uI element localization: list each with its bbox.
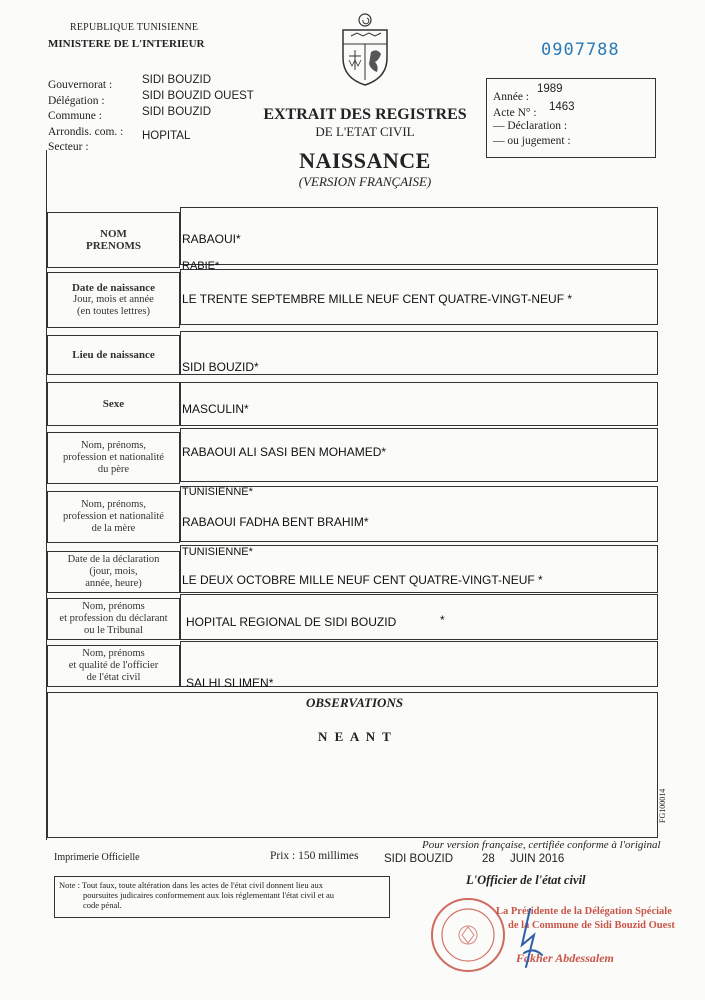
dob-label-cell	[47, 272, 180, 328]
dob-sub2: (en toutes lettres)	[77, 306, 150, 317]
title-line1: EXTRAIT DES REGISTRES	[263, 106, 467, 123]
declarant-value: HOPITAL REGIONAL DE SIDI BOUZID	[186, 615, 397, 629]
declarant-label-2: et profession du déclarant	[59, 613, 168, 624]
document-subtitle: (VERSION FRANÇAISE)	[298, 174, 432, 189]
decl-date-label-3: année, heure)	[85, 578, 142, 589]
date-day: 28	[482, 853, 495, 865]
decl-date-label-1: Date de la déclaration	[67, 554, 160, 565]
officer-label-cell	[47, 645, 180, 687]
secteur-label: Secteur :	[48, 141, 89, 153]
date-month-year: JUIN 2016	[510, 853, 565, 865]
note-line-1: Note : Tout faux, toute altération dans les actes de l'état civil donnent lieu aux	[59, 880, 323, 890]
dob-value: LE TRENTE SEPTEMBRE MILLE NEUF CENT QUATRE-VINGT-NEUF *	[182, 292, 573, 306]
mother-label-1: Nom, prénoms,	[80, 499, 147, 510]
commune-value: SIDI BOUZID	[142, 106, 212, 118]
note-line-3: code pénal.	[83, 900, 122, 910]
dob-sub1: Jour, mois et année	[73, 294, 154, 305]
declarant-star: *	[440, 613, 445, 627]
officer-label-1: Nom, prénoms	[82, 648, 145, 659]
observations-content: N E A N T	[318, 729, 393, 744]
officer-label-3: de l'état civil	[86, 672, 141, 683]
declarant-label-3: ou le Tribunal	[84, 625, 143, 636]
pob-label-cell	[47, 335, 180, 375]
place-value: SIDI BOUZID	[384, 853, 454, 865]
nom-prenoms-value-cell	[180, 207, 658, 265]
act-label: Acte N° :	[493, 107, 537, 119]
mother-label-cell	[47, 491, 180, 543]
side-code: FG100014	[658, 788, 667, 823]
sexe-label: Sexe	[102, 398, 125, 410]
declaration-date-label-cell	[47, 551, 180, 593]
declaration-date-value: LE DEUX OCTOBRE MILLE NEUF CENT QUATRE-VINGT-NEUF *	[182, 573, 543, 587]
officer-value: SALHI SLIMEN*	[186, 676, 274, 690]
gouvernorat-value: SIDI BOUZID	[142, 74, 212, 86]
decl-date-label-2: (jour, mois,	[89, 566, 138, 577]
nom-value: RABAOUI*	[182, 232, 241, 246]
declarant-label-cell	[47, 598, 180, 640]
declarant-label-1: Nom, prénoms	[82, 601, 145, 612]
sexe-value: MASCULIN*	[182, 402, 249, 416]
pob-label: Lieu de naissance	[72, 349, 155, 361]
delegation-label: Délégation :	[48, 94, 105, 107]
stamp-line-2: de la Commune de Sidi Bouzid Ouest	[508, 920, 675, 931]
father-nationality: TUNISIENNE*	[182, 486, 253, 498]
mother-value-cell	[180, 486, 658, 542]
commune-label: Commune :	[48, 110, 102, 122]
father-label-3: du père	[97, 464, 130, 475]
officer-title: L'Officier de l'état civil	[466, 873, 586, 887]
judgment-label: — ou jugement :	[493, 135, 571, 147]
printer-label: Imprimerie Officielle	[54, 852, 140, 863]
nom-label: NOM	[100, 228, 127, 240]
arrondissement-label: Arrondis. com. :	[48, 125, 124, 138]
mother-label-3: de la mère	[91, 523, 136, 534]
secteur-value: HOPITAL	[142, 130, 191, 142]
title-line2: DE L'ETAT CIVIL	[315, 124, 415, 139]
republic-label: REPUBLIQUE TUNISIENNE	[70, 22, 199, 33]
admin-values	[142, 72, 254, 144]
nom-prenoms-label-cell	[47, 212, 180, 268]
year-label: Année :	[493, 91, 530, 103]
dob-label: Date de naissance	[71, 282, 156, 294]
title-block	[250, 106, 480, 190]
sexe-value-cell	[180, 382, 658, 426]
coat-of-arms-icon	[333, 10, 397, 88]
admin-labels	[48, 78, 123, 156]
year-value: 1989	[537, 83, 563, 95]
ministry-label: MINISTERE DE L'INTERIEUR	[48, 38, 205, 50]
note-line-2: poursuites judicaires conformement aux lois réglementant l'état civil et au	[83, 890, 335, 900]
gouvernorat-label: Gouvernorat :	[48, 79, 113, 91]
father-label-1: Nom, prénoms,	[80, 440, 147, 451]
pob-value: SIDI BOUZID*	[182, 360, 259, 374]
mother-nationality: TUNISIENNE*	[182, 546, 253, 558]
registry-box	[486, 78, 656, 158]
legal-note-box	[54, 876, 390, 918]
mother-value: RABAOUI FADHA BENT BRAHIM*	[182, 515, 369, 529]
act-value: 1463	[549, 101, 575, 113]
officer-label-2: et qualité de l'officier	[68, 660, 159, 671]
delegation-value: SIDI BOUZID OUEST	[142, 90, 254, 102]
mother-label-2: profession et nationalité	[63, 511, 164, 522]
document-title: NAISSANCE	[299, 148, 431, 173]
stamp-line-1: La Présidente de la Délégation Spéciale	[496, 906, 672, 917]
stamp-line-3: Fakher Abdessalem	[516, 951, 614, 965]
prenoms-label: PRENOMS	[86, 240, 141, 252]
sexe-label-cell	[47, 382, 180, 426]
serial-number: 0907788	[541, 40, 620, 60]
prenoms-value: RABIE*	[182, 260, 220, 272]
father-value: RABAOUI ALI SASI BEN MOHAMED*	[182, 445, 387, 459]
father-label-cell	[47, 432, 180, 484]
father-label-2: profession et nationalité	[63, 452, 164, 463]
certification-text: Pour version française, certifiée conforme à l'original	[422, 839, 661, 851]
declaration-label: — Déclaration :	[493, 120, 568, 132]
observations-box	[47, 692, 658, 838]
signature-icon	[500, 905, 570, 975]
observations-title: OBSERVATIONS	[306, 695, 404, 710]
price-label: Prix : 150 millimes	[270, 850, 359, 862]
